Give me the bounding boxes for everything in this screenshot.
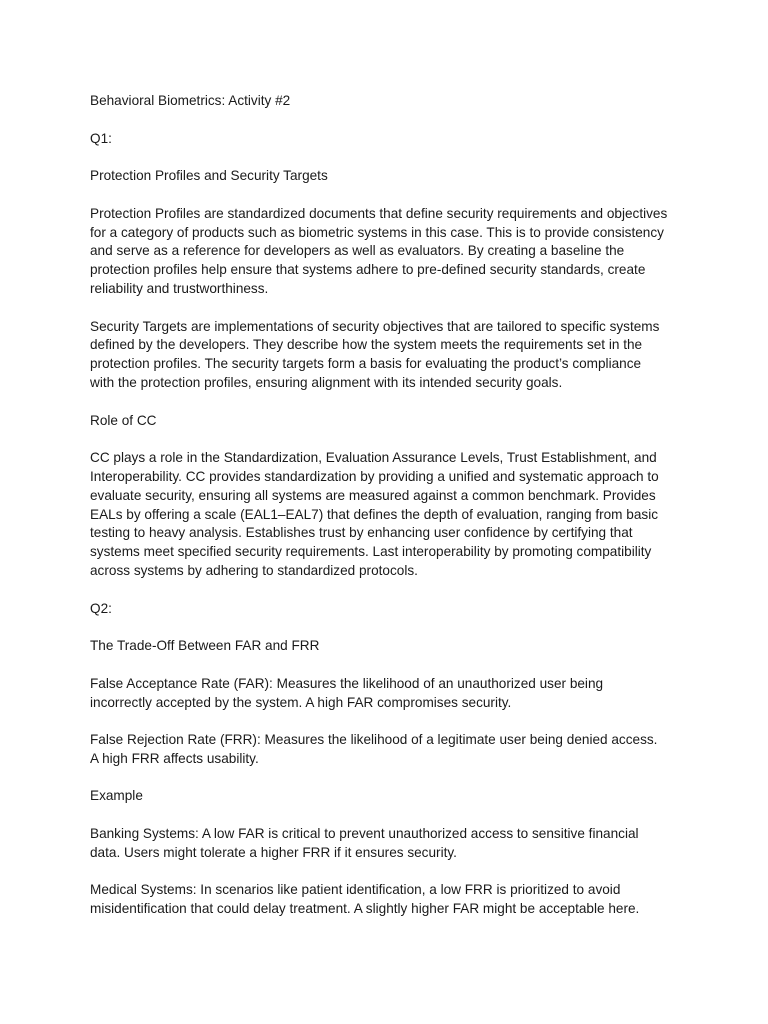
paragraph-role-of-cc: CC plays a role in the Standardization, Evaluation Assurance Levels, Trust Establishment, and Interoperability. CC provides standardization by providing a unified and systematic approach to evaluate security, ensuring all systems are measured against a common benchmark. Provides EALs by offering a scale (EAL1–EAL7) that defines the depth of evaluation, ranging from basic testing to heavy analysis. Establishes trust by enhancing user confidence by certifying that systems meet specified security requirements. Last interoperability by promoting compatibility across systems by adhering to standardized protocols. xyxy=(90,450,659,578)
paragraph-far: False Acceptance Rate (FAR): Measures the likelihood of an unauthorized user being incorrectly accepted by the system. A high FAR compromises security. xyxy=(90,675,604,710)
document-title: Behavioral Biometrics: Activity #2 xyxy=(90,93,291,108)
q1-label: Q1: xyxy=(90,130,112,146)
paragraph-banking: Banking Systems: A low FAR is critical to prevent unauthorized access to sensitive financial data. Users might tolerate a higher FRR if it ensures security. xyxy=(90,826,639,860)
section-heading-example: Example xyxy=(90,788,143,804)
paragraph-medical: Medical Systems: In scenarios like patient identification, a low FRR is prioritized to avoid misidentification that could delay treatment. A slightly higher FAR might be acceptable here. xyxy=(90,882,640,917)
section-heading-protection-profiles: Protection Profiles and Security Targets xyxy=(90,168,328,184)
paragraph-frr: False Rejection Rate (FRR): Measures the likelihood of a legitimate user being denied access. A high FRR affects usability. xyxy=(90,732,658,766)
section-heading-role-of-cc: Role of CC xyxy=(90,412,157,428)
q2-label: Q2: xyxy=(90,600,112,616)
section-heading-far-frr: The Trade-Off Between FAR and FRR xyxy=(90,638,320,654)
paragraph-security-targets: Security Targets are implementations of security objectives that are tailored to specific systems defined by the developers. They describe how the system meets the requirements set in the protection profiles. The security targets form a basis for evaluating the product’s compliance with the protection profiles, ensuring alignment with its intended security goals. xyxy=(90,318,660,390)
paragraph-protection-profiles: Protection Profiles are standardized documents that define security requirements and objectives for a category of products such as biometric systems in this case. This is to provide consistency and serve as a reference for developers as well as evaluators. By creating a baseline the protection profiles help ensure that systems adhere to pre-defined security standards, create reliability and trustworthiness. xyxy=(90,205,668,296)
